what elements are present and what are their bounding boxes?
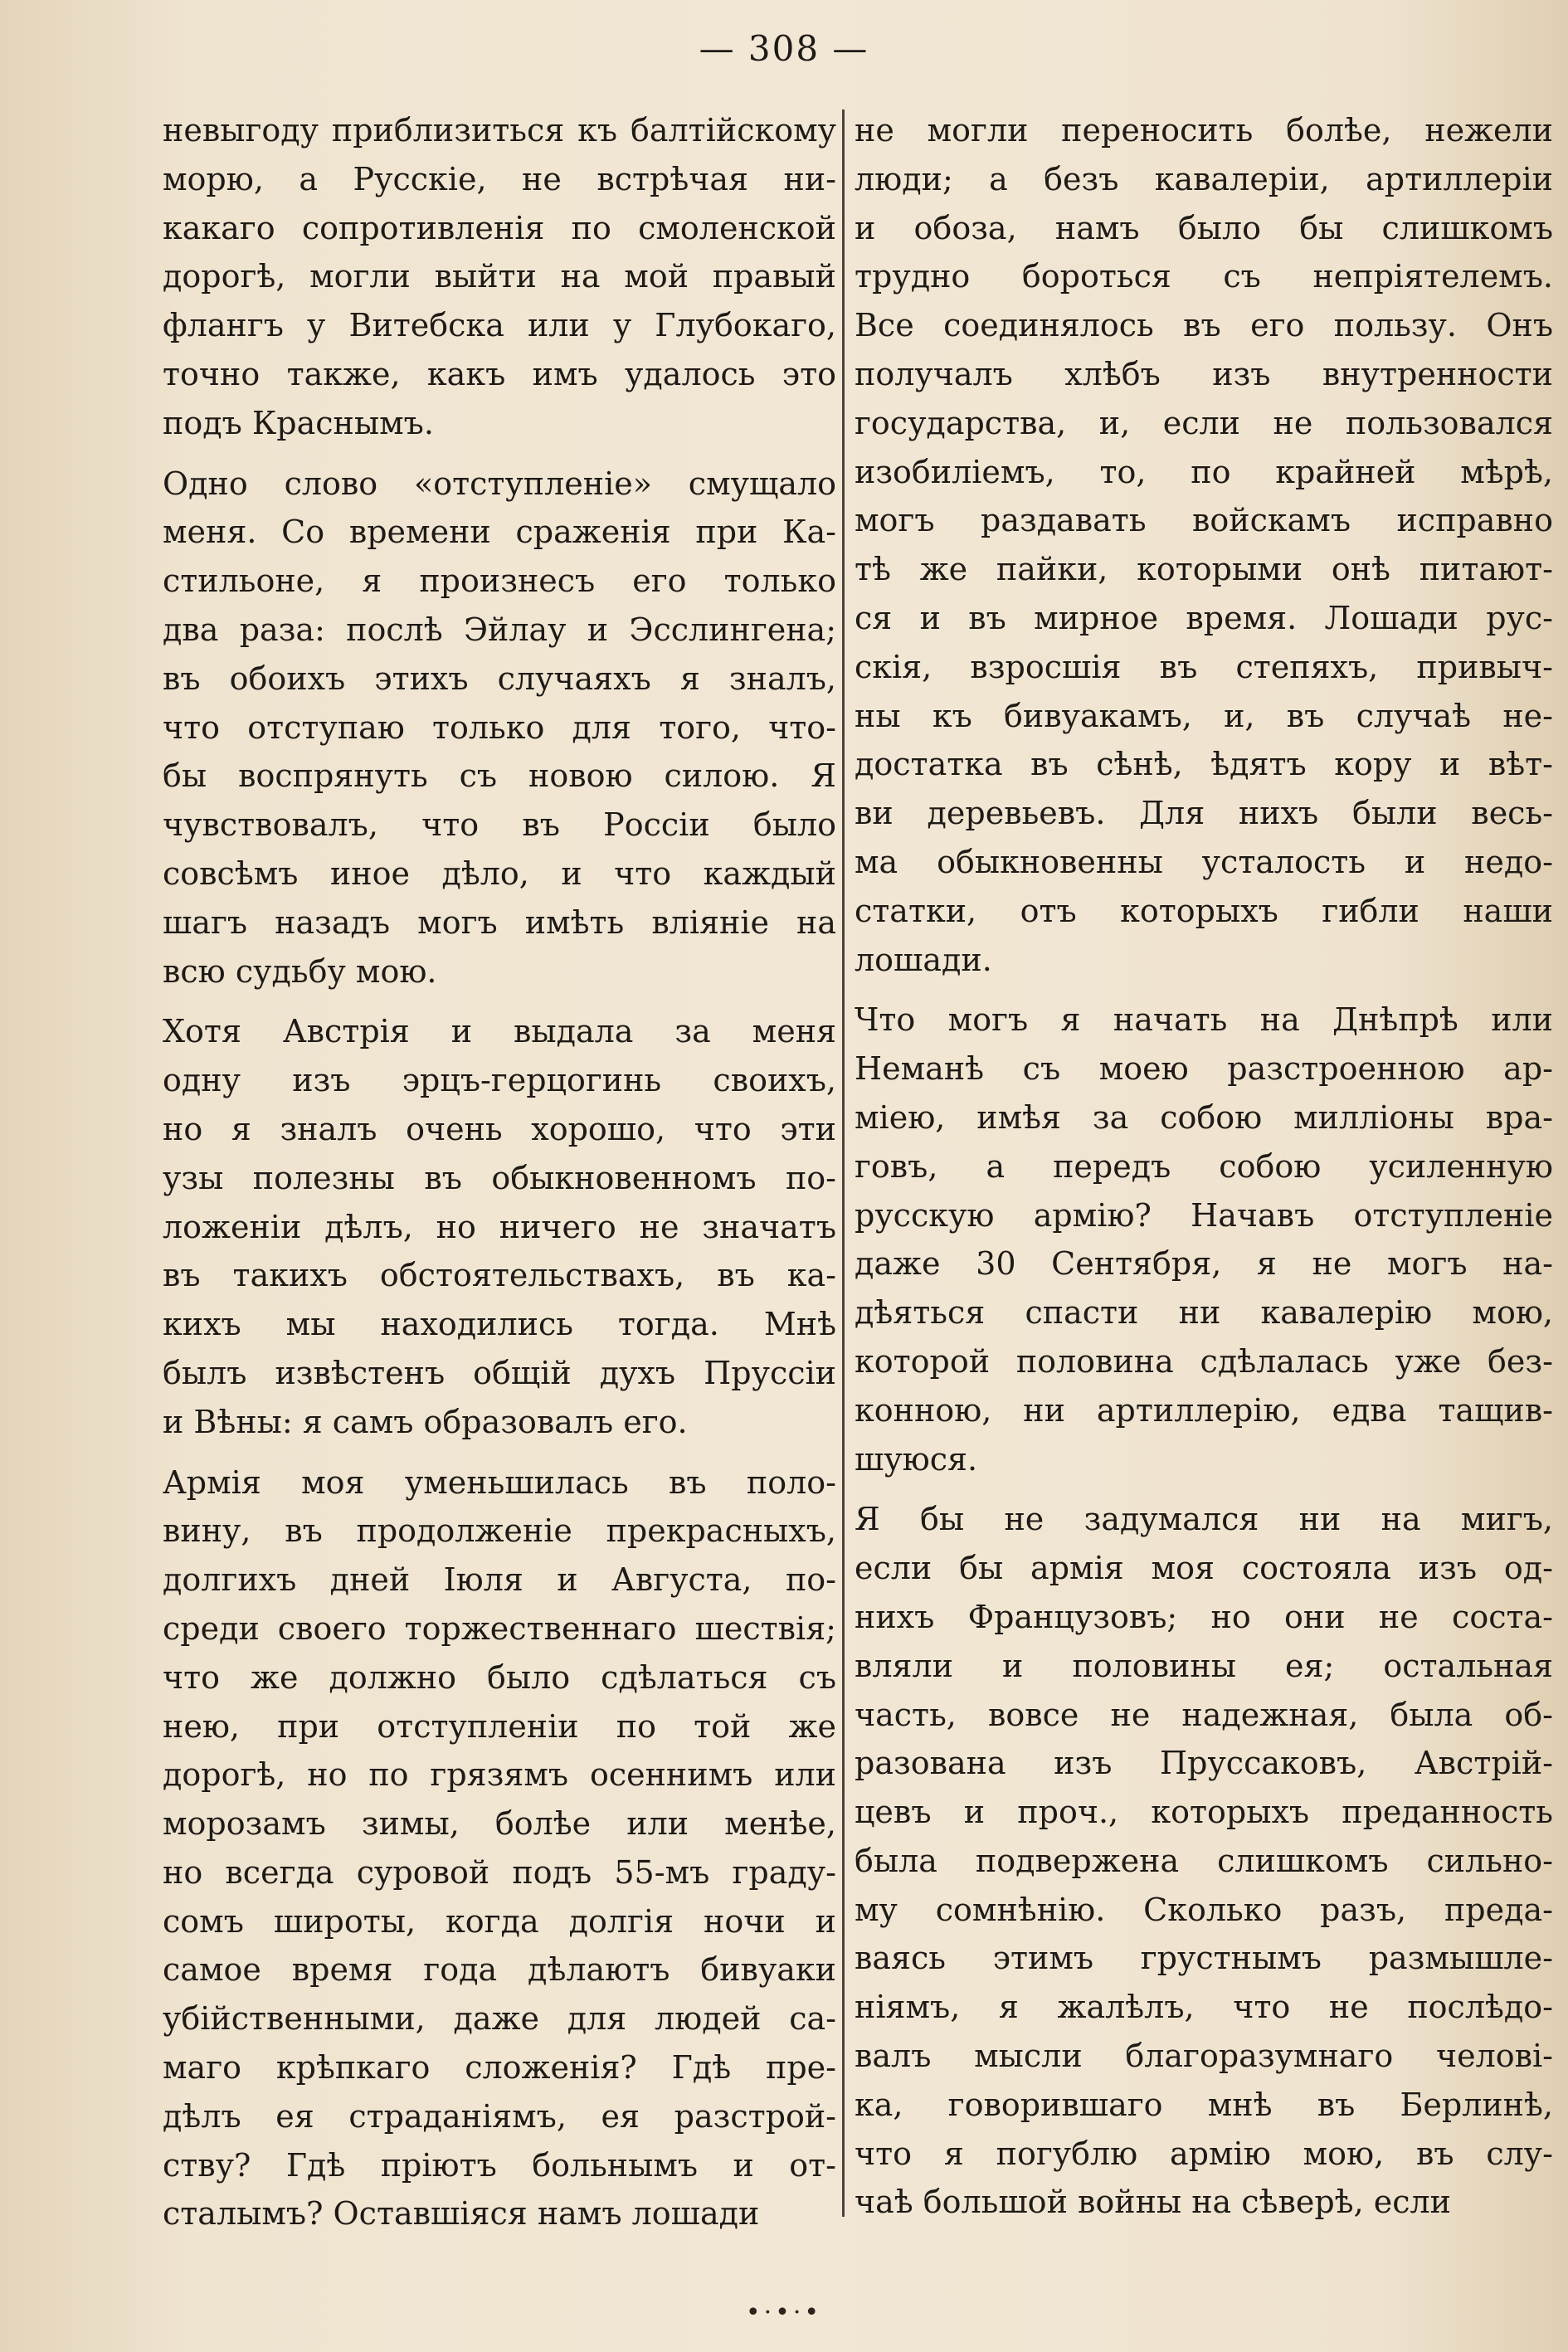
text-line: стильоне, я произнесъ его только	[163, 562, 836, 600]
text-line: ви деревьевъ. Для нихъ были весь-	[855, 795, 1553, 832]
text-line: цевъ и проч., которыхъ преданность	[855, 1794, 1553, 1831]
text-line: подъ Краснымъ.	[163, 404, 434, 441]
paragraph	[163, 460, 836, 996]
text-line: ка, говорившаго мнѣ въ Берлинѣ,	[855, 2086, 1553, 2123]
text-line: которой половина сдѣлалась уже без-	[855, 1342, 1553, 1380]
text-line: русскую армію? Начавъ отступленіе	[855, 1196, 1553, 1234]
text-line: дѣлъ ея страданіямъ, ея разстрой-	[163, 2097, 836, 2135]
text-line: флангъ у Витебска или у Глубокаго,	[163, 307, 836, 344]
text-line: но я зналъ очень хорошо, что эти	[163, 1110, 836, 1147]
text-line: Я бы не задумался ни на мигъ,	[855, 1501, 1553, 1538]
text-line: нею, при отступленіи по той же	[163, 1707, 836, 1745]
column-divider	[842, 110, 845, 2217]
text-line: и Вѣны: я самъ образовалъ его.	[163, 1403, 688, 1440]
text-line: му сомнѣнію. Сколько разъ, преда-	[855, 1891, 1553, 1928]
paragraph-gap	[855, 984, 1553, 996]
text-line: міею, имѣя за собою милліоны вра-	[855, 1098, 1553, 1136]
text-line: морю, а Русскіе, не встрѣчая ни-	[163, 160, 836, 197]
text-line: скія, взросшія въ степяхъ, привыч-	[855, 648, 1553, 685]
text-line: Что могъ я начать на Днѣпрѣ или	[855, 1001, 1553, 1039]
text-line: шуюся.	[855, 1440, 978, 1478]
text-line: Одно слово «отступленіе» смущало	[163, 465, 836, 502]
text-line: люди; а безъ кавалеріи, артиллеріи	[855, 160, 1553, 197]
text-line: могъ раздавать войскамъ исправно	[855, 502, 1553, 539]
paragraph-gap	[163, 996, 836, 1007]
paragraph-gap	[855, 1483, 1553, 1495]
text-line: маго крѣпкаго сложенія? Гдѣ пре-	[163, 2049, 836, 2087]
text-line: получалъ хлѣбъ изъ внутренности	[855, 355, 1553, 392]
text-line: нихъ Французовъ; но они не соста-	[855, 1598, 1553, 1635]
text-line: ніямъ, я жалѣлъ, что не послѣдо-	[855, 1989, 1553, 2026]
text-line: всю судьбу мою.	[163, 952, 437, 990]
text-line: что я погублю армію мою, въ слу-	[855, 2135, 1553, 2172]
text-line: среди своего торжественнаго шествія;	[163, 1609, 836, 1647]
text-line: морозамъ зимы, болѣе или менѣе,	[163, 1805, 836, 1843]
text-line: вину, въ продолженіе прекрасныхъ,	[163, 1512, 836, 1550]
text-line: ваясь этимъ грустнымъ размышле-	[855, 1940, 1553, 1977]
text-line: одну изъ эрцъ-герцогинь своихъ,	[163, 1062, 836, 1099]
text-line: и обоза, намъ было бы слишкомъ	[855, 209, 1553, 246]
left-text-column	[163, 106, 836, 2238]
text-line: кихъ мы находились тогда. Мнѣ	[163, 1306, 836, 1343]
text-line: меня. Со времени сраженія при Ка-	[163, 514, 836, 551]
paragraph	[855, 1495, 1553, 2227]
text-line: не могли переносить болѣе, нежели	[855, 112, 1553, 149]
text-line: что отступаю только для того, что-	[163, 709, 836, 746]
text-line: ложеніи дѣлъ, но ничего не значатъ	[163, 1208, 836, 1245]
text-line: тѣ же пайки, которыми онѣ питают-	[855, 551, 1553, 588]
text-line: былъ извѣстенъ общій духъ Пруссіи	[163, 1354, 836, 1391]
paragraph	[163, 106, 836, 448]
text-line: вляли и половины ея; остальная	[855, 1647, 1553, 1684]
text-line: шагъ назадъ могъ имѣть вліяніе на	[163, 903, 836, 941]
right-text-column	[855, 106, 1553, 2227]
text-line: Хотя Австрія и выдала за меня	[163, 1013, 836, 1050]
text-line: дорогѣ, но по грязямъ осеннимъ или	[163, 1756, 836, 1794]
text-line: достатка въ сѣнѣ, ѣдятъ кору и вѣт-	[855, 746, 1553, 783]
text-line: государства, и, если не пользовался	[855, 404, 1553, 441]
text-line: Все соединялось въ его пользу. Онъ	[855, 307, 1553, 344]
paragraph	[855, 106, 1553, 984]
text-line: лошади.	[855, 941, 992, 978]
text-line: дорогѣ, могли выйти на мой правый	[163, 258, 836, 295]
text-line: совсѣмъ иное дѣло, и что каждый	[163, 855, 836, 892]
text-line: невыгоду приблизиться къ балтійскому	[163, 112, 836, 149]
text-line: разована изъ Пруссаковъ, Австрій-	[855, 1745, 1553, 1782]
text-line: какаго сопротивленія по смоленской	[163, 209, 836, 246]
text-line: въ обоихъ этихъ случаяхъ я зналъ,	[163, 660, 836, 697]
text-line: бы воспрянуть съ новою силою. Я	[163, 757, 836, 795]
text-line: долгихъ дней Іюля и Августа, по-	[163, 1561, 836, 1599]
text-line: валъ мысли благоразумнаго челові-	[855, 2038, 1553, 2075]
page-number: — 308 —	[699, 28, 869, 69]
text-line: убійственными, даже для людей са-	[163, 2000, 836, 2038]
text-line: сомъ широты, когда долгія ночи и	[163, 1902, 836, 1940]
text-line: сталымъ? Оставшіяся намъ лошади	[163, 2195, 760, 2233]
text-line: дѣяться спасти ни кавалерію мою,	[855, 1294, 1553, 1332]
paragraph-gap	[163, 1447, 836, 1458]
paragraph	[163, 1458, 836, 2239]
text-line: изобиліемъ, то, по крайней мѣрѣ,	[855, 453, 1553, 490]
text-line: узы полезны въ обыкновенномъ по-	[163, 1159, 836, 1196]
text-line: чаѣ большой войны на сѣверѣ, если	[855, 2184, 1451, 2221]
text-line: Армія моя уменьшилась въ поло-	[163, 1463, 836, 1501]
text-line: говъ, а передъ собою усиленную	[855, 1147, 1553, 1185]
text-line: что же должно было сдѣлаться съ	[163, 1658, 836, 1696]
text-line: чувствовалъ, что въ Россіи было	[163, 806, 836, 844]
text-line: часть, вовсе не надежная, была об-	[855, 1696, 1553, 1733]
text-line: ству? Гдѣ пріютъ больнымъ и от-	[163, 2146, 836, 2184]
paragraph	[855, 996, 1553, 1483]
text-line: въ такихъ обстоятельствахъ, въ ка-	[163, 1257, 836, 1294]
text-line: точно также, какъ имъ удалось это	[163, 355, 836, 392]
text-line: если бы армія моя состояла изъ од-	[855, 1550, 1553, 1587]
text-line: но всегда суровой подъ 55-мъ граду-	[163, 1853, 836, 1891]
text-line: ны къ бивуакамъ, и, въ случаѣ не-	[855, 697, 1553, 734]
text-line: ся и въ мирное время. Лошади рус-	[855, 599, 1553, 636]
text-line: даже 30 Сентября, я не могъ на-	[855, 1245, 1553, 1283]
footer-ornament: •·•·•	[745, 2298, 823, 2327]
text-line: Неманѣ съ моею разстроенною ар-	[855, 1050, 1553, 1088]
text-line: трудно бороться съ непріятелемъ.	[855, 258, 1553, 295]
text-line: самое время года дѣлаютъ бивуаки	[163, 1951, 836, 1989]
paragraph	[163, 1007, 836, 1446]
text-line: была подвержена слишкомъ сильно-	[855, 1842, 1553, 1879]
paragraph-gap	[163, 448, 836, 460]
text-line: два раза: послѣ Эйлау и Эсслингена;	[163, 611, 836, 648]
text-line: статки, отъ которыхъ гибли наши	[855, 892, 1553, 929]
text-line: конною, ни артиллерію, едва тащив-	[855, 1391, 1553, 1429]
text-line: ма обыкновенны усталость и недо-	[855, 843, 1553, 880]
